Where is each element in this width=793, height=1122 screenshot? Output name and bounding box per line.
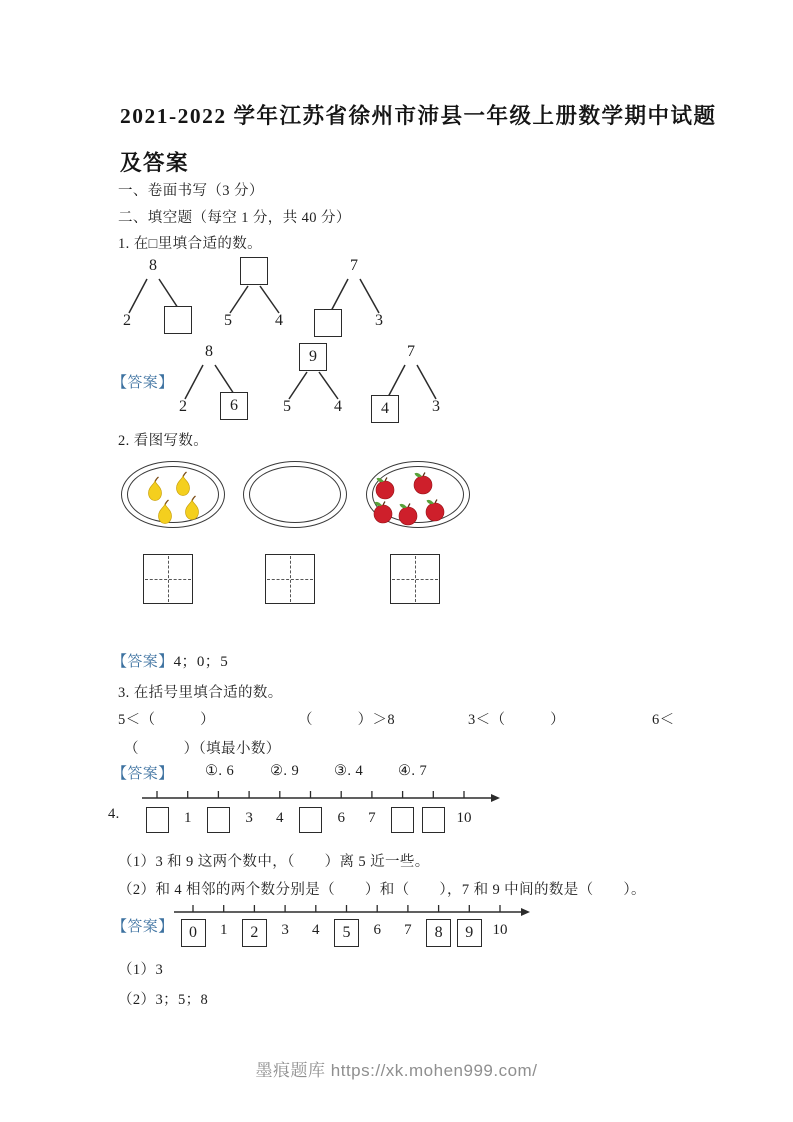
numberline-number: 6: [373, 922, 381, 938]
numberline-axis: [140, 786, 520, 806]
tree-right-number: 4: [275, 312, 283, 329]
numberline-box: [391, 807, 414, 833]
q3-item-4: 6＜: [652, 712, 675, 728]
q4-answer-sub1: （1）3: [118, 962, 164, 978]
numberline-number: 4: [312, 922, 320, 938]
question-4-label: 4.: [108, 806, 120, 822]
numberline-number: 7: [368, 810, 376, 826]
tree-top-number: 7: [407, 343, 415, 360]
q3-item-3: 3＜（ ）: [468, 712, 566, 728]
tree-right-box: [164, 306, 192, 334]
numberline-number: 3: [281, 922, 289, 938]
apple-icon: [424, 498, 446, 522]
numberline-number: 7: [404, 922, 412, 938]
numberline-number: 1: [183, 810, 192, 826]
tree-right-box: 6: [220, 392, 248, 420]
numberline-box: [207, 807, 230, 833]
numberline-number: 10: [492, 922, 508, 938]
tree-top-box: 9: [299, 343, 327, 371]
numberline-box: [299, 807, 322, 833]
q4-question-numberline: [140, 786, 520, 842]
q1-answer-label: 【答案】: [112, 375, 174, 391]
numberline-box: 2: [242, 919, 267, 947]
numberline-number: 4: [276, 810, 284, 826]
numberline-box: 0: [181, 919, 206, 947]
q1-question-tree-2: [213, 256, 297, 348]
plate-empty: [243, 461, 347, 528]
tree-top-number: 8: [149, 257, 157, 274]
q1-answer-tree-3: [370, 342, 454, 434]
tree-top-number: 7: [350, 257, 358, 274]
numberline-box: 8: [426, 919, 451, 947]
q3-answer-4: ④. 7: [398, 763, 428, 779]
pear-icon: [155, 499, 175, 525]
q3-answer-3: ③. 4: [334, 763, 364, 779]
writing-grid-1: [143, 554, 193, 604]
q3-line2: （ ）（填最小数）: [124, 741, 281, 757]
page-title-line2: 及答案: [120, 151, 190, 175]
q3-answer-2: ②. 9: [270, 763, 300, 779]
q1-question-tree-1: [112, 256, 196, 348]
plate-pears: [121, 461, 225, 528]
tree-right-number: 3: [375, 312, 383, 329]
tree-left-box: [314, 309, 342, 337]
tree-left-box: 4: [371, 395, 399, 423]
plate-apples: [366, 461, 470, 528]
q4-answer-sub2: （2）3；5；8: [118, 992, 209, 1008]
plate-inner-rim: [249, 466, 341, 523]
numberline-box: 5: [334, 919, 359, 947]
numberline-number: 3: [245, 810, 253, 826]
tree-top-number: 8: [205, 343, 213, 360]
q4-answer-numberline: [172, 905, 552, 957]
apple-icon: [372, 500, 394, 524]
tree-left-number: 2: [179, 398, 187, 415]
apple-icon: [374, 476, 396, 500]
numberline-number: 1: [219, 922, 228, 938]
q2-answer-value: 4；0；5: [173, 654, 229, 670]
section-1-heading: 一、卷面书写（3 分）: [118, 183, 264, 199]
question-1-label: 1. 在□里填合适的数。: [118, 236, 263, 252]
question-3-label: 3. 在括号里填合适的数。: [118, 685, 283, 701]
numberline-box: 9: [457, 919, 482, 947]
q3-item-1: 5＜（ ）: [118, 712, 216, 728]
q2-answer-line: [112, 650, 228, 671]
tree-top-box: [240, 257, 268, 285]
numberline-number: 10: [456, 810, 472, 826]
page-title-line1: 2021-2022 学年江苏省徐州市沛县一年级上册数学期中试题: [120, 104, 717, 128]
writing-grid-2: [265, 554, 315, 604]
numberline-box: [422, 807, 445, 833]
apple-icon: [412, 471, 434, 495]
q1-question-tree-3: [313, 256, 397, 348]
q4-answer-label: 【答案】: [112, 919, 174, 935]
q3-item-2: （ ）＞8: [298, 712, 396, 728]
tree-left-number: 5: [283, 398, 291, 415]
footer-site-credit: 墨痕题库 https://xk.mohen999.com/: [255, 1061, 538, 1080]
pear-icon: [173, 471, 193, 497]
q1-answer-tree-2: [272, 342, 356, 434]
tree-left-number: 2: [123, 312, 131, 329]
tree-right-number: 4: [334, 398, 342, 415]
question-2-label: 2. 看图写数。: [118, 433, 209, 449]
q2-answer-label: 【答案】: [112, 654, 174, 670]
q1-answer-tree-1: [168, 342, 252, 434]
pear-icon: [182, 495, 202, 521]
section-2-heading: 二、填空题（每空 1 分，共 40 分）: [118, 210, 351, 226]
q4-sub2: （2）和 4 相邻的两个数分别是（ ）和（ ），7 和 9 中间的数是（ ）。: [118, 882, 646, 898]
q4-sub1: （1）3 和 9 这两个数中，（ ）离 5 近一些。: [118, 854, 430, 870]
q3-answer-1: ①. 6: [205, 763, 235, 779]
tree-right-number: 3: [432, 398, 440, 415]
tree-left-number: 5: [224, 312, 232, 329]
q3-answer-label: 【答案】: [112, 766, 174, 782]
writing-grid-3: [390, 554, 440, 604]
numberline-number: 6: [337, 810, 345, 826]
apple-icon: [397, 502, 419, 526]
numberline-box: [146, 807, 169, 833]
